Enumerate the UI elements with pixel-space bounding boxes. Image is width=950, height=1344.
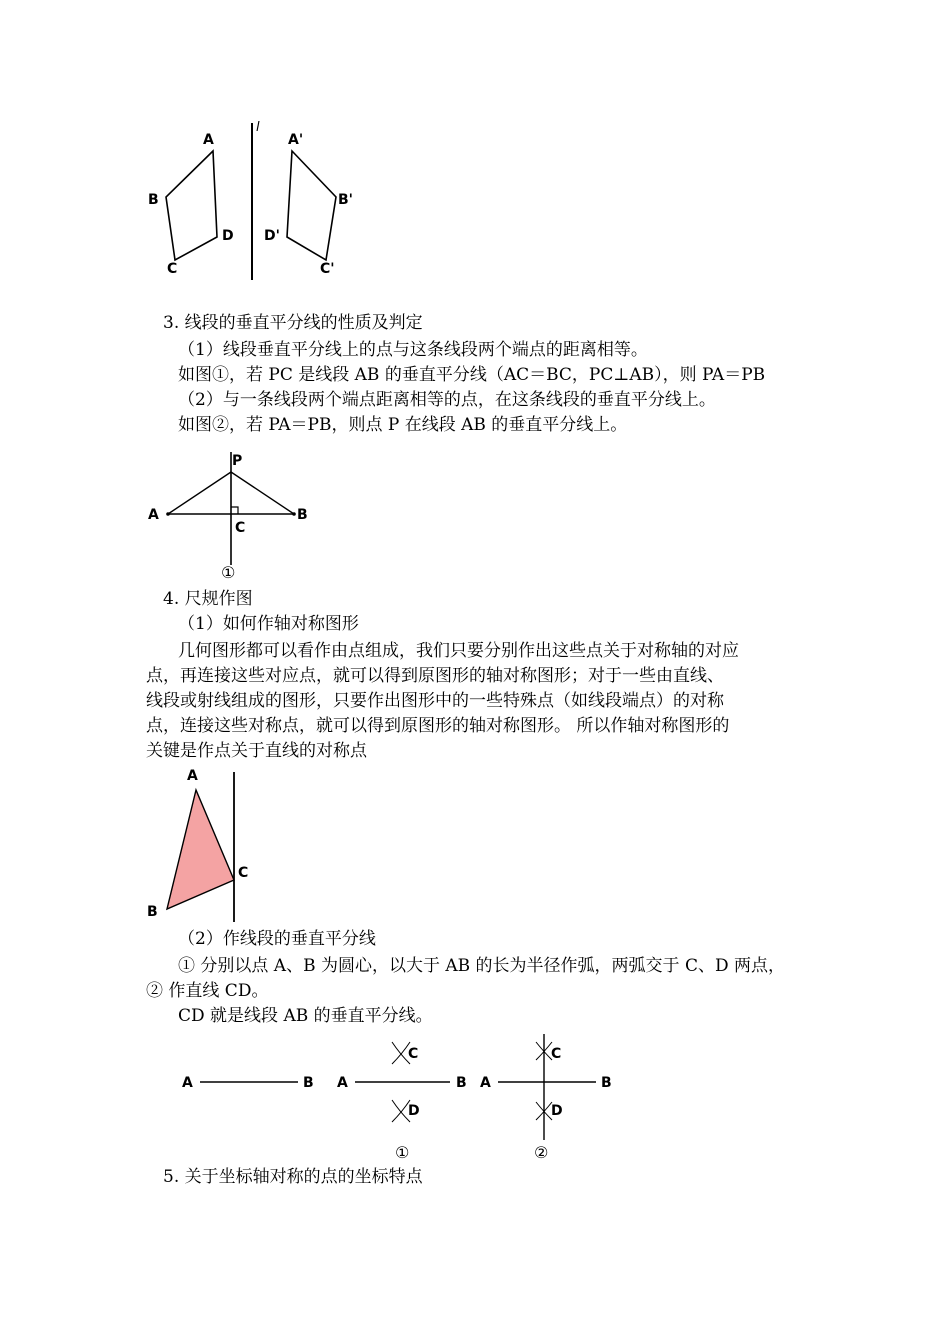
point-label-b: B: [297, 507, 308, 523]
point-b-dot: [292, 512, 296, 516]
construction-result: CD 就是线段 AB 的垂直平分线。: [178, 1006, 433, 1026]
step3-label-c: C: [551, 1046, 562, 1062]
point-label-a: A: [148, 507, 159, 523]
axis-label: l: [256, 120, 260, 135]
section-4-para-line-3: 线段或射线组成的图形，只要作出图形中的一些特殊点（如线段端点）的对称: [146, 691, 724, 711]
step1-label-a: A: [182, 1075, 193, 1091]
step2-label-c: C: [408, 1046, 419, 1062]
point-label-c-prime: C': [320, 261, 335, 277]
section-4-heading: 4. 尺规作图: [163, 589, 253, 609]
step3-label-a: A: [480, 1075, 491, 1091]
point-label-b-prime: B': [338, 192, 353, 208]
section-4-para-line-2: 点，再连接这些对应点，就可以得到原图形的轴对称图形；对于一些由直线、: [146, 666, 724, 686]
quadrilateral-abcd-prime: [287, 151, 336, 260]
step2-label-b: B: [456, 1075, 467, 1091]
point-label-a-prime: A': [288, 132, 304, 148]
point-label-c: C: [238, 865, 249, 881]
point-label-c: C: [167, 261, 178, 277]
section-3-example-2: 如图②，若 PA＝PB，则点 P 在线段 AB 的垂直平分线上。: [178, 415, 628, 435]
triangle-figure: [140, 762, 260, 927]
quadrilateral-abcd: [166, 151, 217, 260]
figure-caption-1: ①: [221, 563, 236, 582]
right-angle-mark: [231, 507, 238, 514]
section-4-sub-1: （1）如何作轴对称图形: [178, 614, 359, 634]
section-4-sub-2: （2）作线段的垂直平分线: [178, 929, 376, 949]
section-3-example-1: 如图①，若 PC 是线段 AB 的垂直平分线（AC＝BC，PC⊥AB），则 PA＝PB: [178, 365, 766, 385]
point-label-d: D: [222, 228, 234, 244]
point-label-d-prime: D': [264, 228, 280, 244]
step2-caption: ①: [395, 1143, 410, 1162]
point-label-a: A: [187, 768, 198, 784]
construction-step-2: ② 作直线 CD。: [146, 981, 269, 1001]
point-label-c: C: [235, 520, 246, 536]
point-a-dot: [166, 512, 170, 516]
section-3-heading: 3. 线段的垂直平分线的性质及判定: [163, 313, 423, 333]
point-label-a: A: [203, 132, 214, 148]
step2-label-d: D: [408, 1103, 420, 1119]
segment-pa: [168, 472, 231, 514]
step2-label-a: A: [337, 1075, 348, 1091]
section-3-property-2: （2）与一条线段两个端点距离相等的点，在这条线段的垂直平分线上。: [178, 390, 716, 410]
step3-label-d: D: [551, 1103, 563, 1119]
construction-figure: [170, 1030, 630, 1165]
construction-step-1: ① 分别以点 A、B 为圆心，以大于 AB 的长为半径作弧，两弧交于 C、D 两点，: [178, 956, 786, 976]
point-label-b: B: [147, 904, 158, 920]
section-4-para-line-1: 几何图形都可以看作由点组成，我们只要分别作出这些点关于对称轴的对应: [178, 641, 739, 661]
section-4-para-line-4: 点，连接这些对称点，就可以得到原图形的轴对称图形。 所以作轴对称图形的: [146, 716, 730, 736]
section-3-property-1: （1）线段垂直平分线上的点与这条线段两个端点的距离相等。: [178, 340, 648, 360]
triangle-abc: [167, 790, 234, 909]
bisector-figure-1: [140, 440, 330, 585]
point-label-b: B: [148, 192, 159, 208]
section-5-heading: 5. 关于坐标轴对称的点的坐标特点: [163, 1167, 423, 1187]
step3-label-b: B: [601, 1075, 612, 1091]
section-4-para-line-5: 关键是作点关于直线的对称点: [146, 741, 367, 761]
reflection-figure: [140, 115, 380, 285]
point-label-p: P: [232, 453, 243, 469]
step3-caption: ②: [534, 1143, 549, 1162]
step1-label-b: B: [303, 1075, 314, 1091]
segment-pb: [231, 472, 294, 514]
